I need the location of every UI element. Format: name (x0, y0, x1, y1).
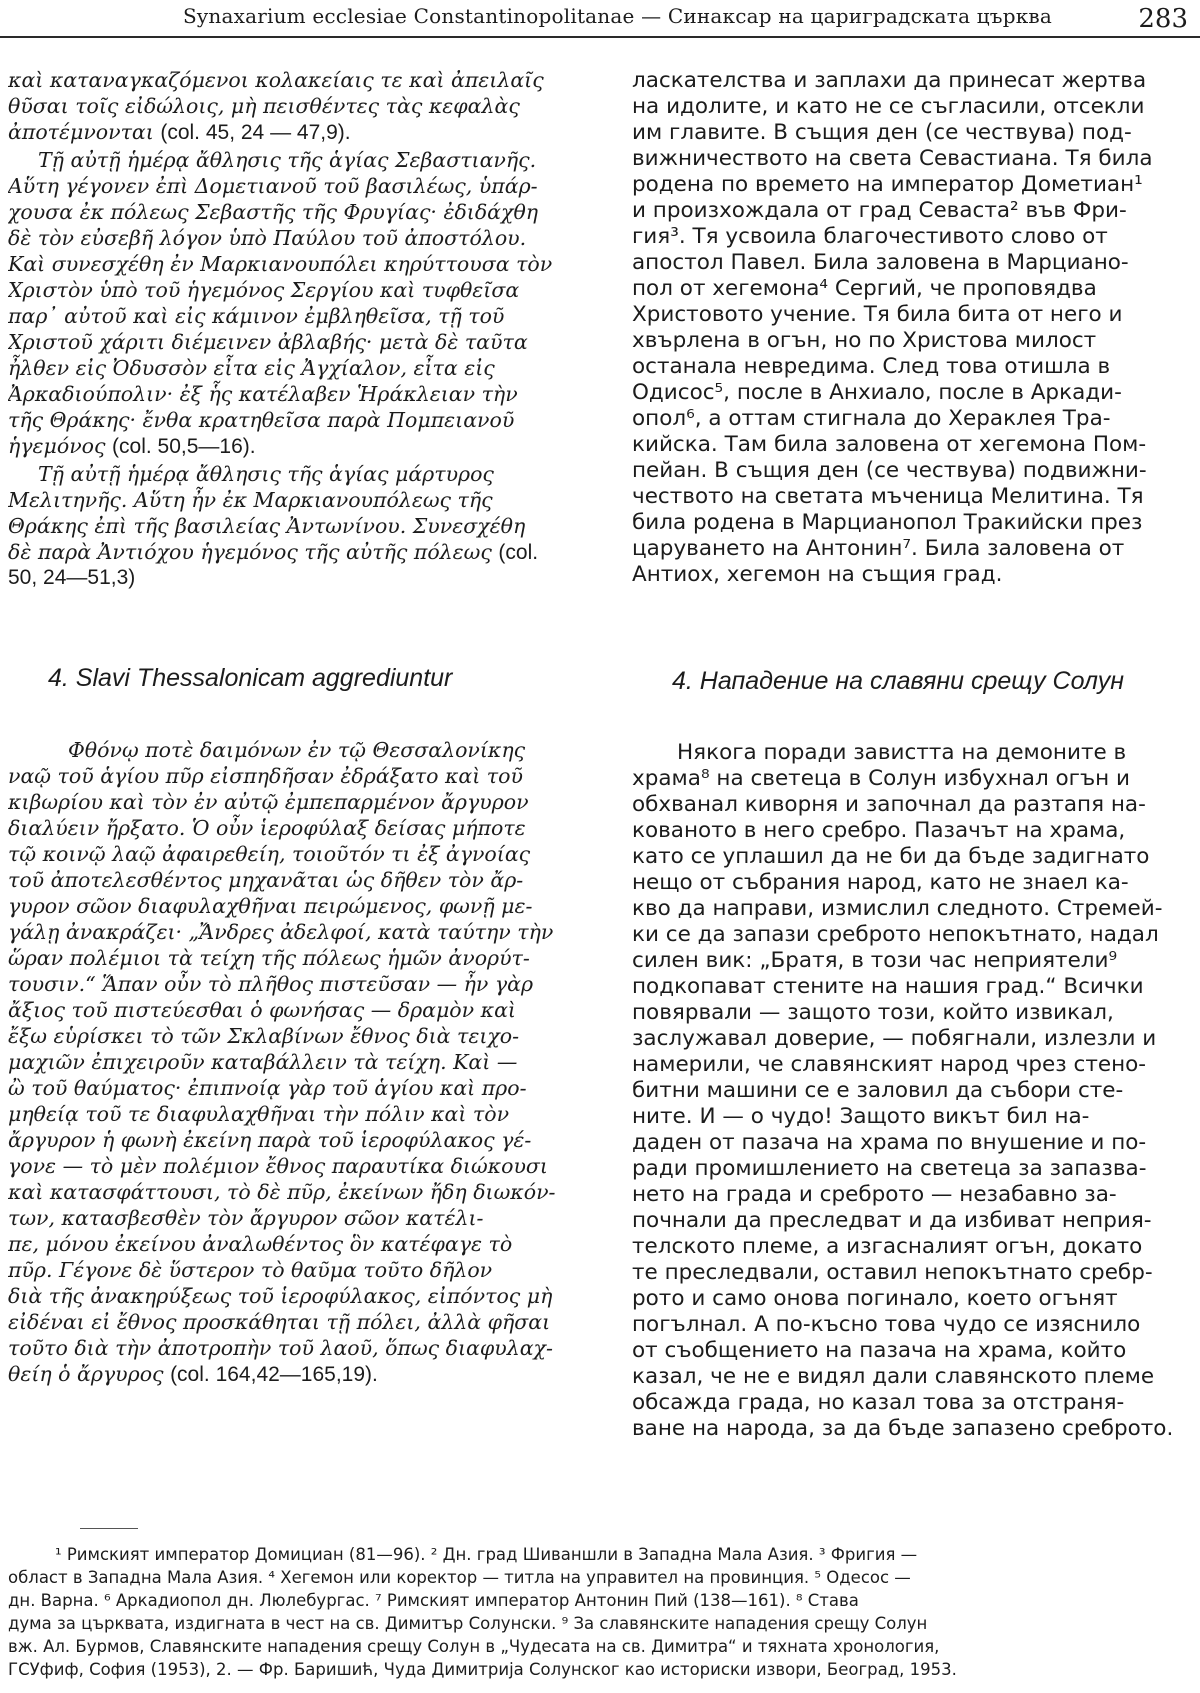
text-line: битни машини се е заловил да събори сте- (632, 1078, 1124, 1103)
text-line (8, 434, 590, 464)
section-heading-bulgarian: 4. Нападение на славяни срещу Солун (672, 667, 1125, 695)
text-line: Τῇ αὐτῇ ἡμέρᾳ ἄθλησις τῆς ἁγίας μάρτυρος (38, 462, 494, 486)
text-line: διαλύειν ἤρξατο. Ὁ οὖν ἱεροφύλαξ δείσας μήποτε (8, 816, 526, 840)
text-line: ἔξω εὑρίσκει τὸ τῶν Σκλαβίνων ἔθνος διὰ τειχο- (8, 1024, 520, 1048)
text-line: подкопават стените на нашия град.“ Всички (632, 974, 1144, 999)
text-line: δὲ τὸν εὐσεβῆ λόγον ὑπὸ Παύλου τοῦ ἀποστόλου. (8, 226, 527, 250)
footnote-line: дн. Варна. ⁶ Аркадиопол дн. Люлебургас. ⁷ Римският император Антонин Пий (138—161). ⁸ Става (8, 1591, 859, 1610)
text-line: εἰδέναι εἰ ἔθνος προσκάθηται τῇ πόλει, ἀλλὰ φῆσαι (8, 1310, 551, 1334)
column-reference: (col. 45, 24 — 47,9). (160, 121, 351, 144)
column-reference: (col. 164,42—165,19). (170, 1363, 378, 1386)
text-line: кийска. Там била заловена от хегемона Пом- (632, 432, 1147, 457)
text-line: заслужавал доверие, — побягнали, излезли и (632, 1026, 1157, 1051)
text-line: обсажда града, но казал това за отстраня- (632, 1390, 1125, 1415)
text-line: Φθόνῳ ποτὲ δαιμόνων ἐν τῷ Θεσσαλονίκης (68, 738, 526, 762)
text-line: родена по времето на император Дометиан¹ (632, 172, 1143, 197)
footnote-line: ГСУфиф, София (1953), 2. — Фр. Баришић, Чуда Димитрија Солунског као историски извори, Београд, 1953. (8, 1660, 957, 1679)
text-line: опол⁶, а оттам стигнала до Хераклея Тра- (632, 406, 1111, 431)
text-line: Някога поради завистта на демоните в (677, 740, 1127, 765)
left-greek-text-top (8, 68, 590, 613)
text-line: храма⁸ на светеца в Солун избухнал огън и (632, 766, 1131, 791)
running-header (0, 0, 1200, 44)
text-line (8, 1362, 590, 1392)
text-line: Χριστὸν ὑπὸ τοῦ ἡγεμόνος Σεργίου καὶ τυφθεῖσα (8, 278, 520, 302)
column-reference: (col. (498, 541, 539, 564)
text-line: τουσιν.“ Ἅπαν οὖν τὸ πλῆθος πιστεῦσαν — ἦν γὰρ (8, 972, 534, 996)
text-line: от съобщението на пазача на храма, който (632, 1338, 1127, 1363)
running-title: Synaxarium ecclesiae Constantinopolitanae — Синаксар на цариградската църква (183, 4, 1053, 28)
text-line: ἦλθεν εἰς Ὀδυσσὸν εἶτα εἰς Ἀγχίαλον, εἶτα εἰς (8, 356, 495, 380)
text-line: пейан. В същия ден (се чествува) подвижни- (632, 458, 1147, 483)
text-line: Христовото учение. Тя била бита от него и (632, 302, 1123, 327)
text-line: ки се да запази среброто непокътнато, надал (632, 922, 1159, 947)
footnote-line: област в Западна Мала Азия. ⁴ Хегемон или коректор — титла на управител на провинция. ⁵ Одесос — (8, 1568, 911, 1587)
text-line: и произхождала от град Севаста² във Фри- (632, 198, 1127, 223)
text-line: θῦσαι τοῖς εἰδώλοις, μὴ πεισθέντες τὰς κεφαλὰς (8, 94, 520, 118)
text-line: Μελιτηνῆς. Αὕτη ἦν ἐκ Μαρκιανουπόλεως τῆς (8, 488, 493, 512)
section-heading-latin: 4. Slavi Thessalonicam aggrediuntur (48, 664, 453, 692)
page-number: 283 (1138, 4, 1188, 34)
text-line: παρ᾽ αὐτοῦ καὶ εἰς κάμινον ἐμβληθεῖσα, τῇ τοῦ (8, 304, 505, 328)
text-line: κιβωρίου καὶ τὸν ἐν αὐτῷ ἐμπεπαρμένον ἄργυρον (8, 790, 529, 814)
text-line: царуването на Антонин⁷. Била заловена от (632, 536, 1125, 561)
text-line: ὢ τοῦ θαύματος· ἐπιπνοίᾳ γὰρ τοῦ ἁγίου καὶ προ- (8, 1076, 527, 1100)
text-line: нещо от събрания народ, като не знаел ка- (632, 870, 1129, 895)
text-line: намерили, че славянският народ чрез стено- (632, 1052, 1147, 1077)
text-line: на идолите, и като не се съгласили, отсекли (632, 94, 1145, 119)
text-line: πῦρ. Γέγονε δὲ ὕστερον τὸ θαῦμα τοῦτο δῆλον (8, 1258, 493, 1282)
text-line: διὰ τῆς ἀνακηρύξεως τοῦ ἱεροφύλακος, εἰπόντος μὴ (8, 1284, 553, 1308)
column-reference: (col. 50,5—16). (112, 435, 256, 458)
text-line: вижничеството на света Севастиана. Тя била (632, 146, 1153, 171)
text-line: чеството на светата мъченица Мелитина. Тя (632, 484, 1144, 509)
text-line: ните. И — о чудо! Защото викът бил на- (632, 1104, 1090, 1129)
text-line: Τῇ αὐτῇ ἡμέρᾳ ἄθλησις τῆς ἁγίας Σεβαστιανῆς. (38, 148, 537, 172)
text-line: γυρον σῶον διαφυλαχθῆναι πειρώμενος, φωνῇ με- (8, 894, 533, 918)
text-line: ἄξιος τοῦ πιστεύεσθαι ὁ φωνήσας — δραμὸν καὶ (8, 998, 516, 1022)
footnote-line: дума за църквата, издигната в чест на св. Димитър Солунски. ⁹ За славянските нападения срещу Солун (8, 1614, 928, 1633)
text-line: Θράκης ἐπὶ τῆς βασιλείας Ἀντωνίνου. Συνεσχέθη (8, 514, 526, 538)
footnote-separator (80, 1528, 138, 1529)
text-line: τῷ κοινῷ λαῷ ἀφαιρεθείη, τοιοῦτόν τι ἐξ ἀγνοίας (8, 842, 531, 866)
text-line: рото и само онова погинало, което огънят (632, 1286, 1118, 1311)
text-line: πε, μόνου ἐκείνου ἀναλωθέντος ὃν κατέφαγε τὸ (8, 1232, 513, 1256)
text-line: των, κατασβεσθὲν τὸν ἄργυρον σῶον κατέλι- (8, 1206, 484, 1230)
text-line: Одисос⁵, после в Анхиало, после в Аркади- (632, 380, 1122, 405)
text-line: τοῦτο διὰ τὴν ἀποτροπὴν τοῦ λαοῦ, ὅπως διαφυλαχ- (8, 1336, 553, 1360)
text-line: като се уплашил да не би да бъде задигнато (632, 844, 1150, 869)
text-line: γονε — τὸ μὲν πολέμιον ἔθνος παραυτίκα διώκουσι (8, 1154, 548, 1178)
right-bulgarian-text-bottom (632, 740, 1198, 1470)
text-line: τοῦ ἀποτελεσθέντος μηχανᾶται ὡς δῆθεν τὸν ἄρ- (8, 868, 524, 892)
text-line: μαχιῶν ἐπιχειροῦν καταβάλλειν τὰ τείχη. Καὶ — (8, 1050, 518, 1074)
text-line: останала невредима. След това отишла в (632, 354, 1111, 379)
text-line (8, 120, 590, 150)
text-line: χουσα ἐκ πόλεως Σεβαστῆς τῆς Φρυγίας· ἐδιδάχθη (8, 200, 539, 224)
text-span: ἡγεμόνος (8, 434, 106, 458)
text-line: почнали да преследват и да избиват неприя- (632, 1208, 1152, 1233)
text-line: ласкателства и заплахи да принесат жертва (632, 68, 1147, 93)
text-line: била родена в Марцианопол Тракийски през (632, 510, 1143, 535)
text-span: δὲ παρὰ Ἀντιόχου ἡγεμόνος τῆς αὐτῆς πόλεως (8, 540, 492, 564)
text-line: Καὶ συνεσχέθη ἐν Μαρκιανουπόλει κηρύττουσα τὸν (8, 252, 553, 276)
text-line: ναῷ τοῦ ἁγίου πῦρ εἰσπηδῆσαν ἐδράξατο καὶ τοῦ (8, 764, 523, 788)
text-line: τῆς Θράκης· ἔνθα κρατηθεῖσα παρὰ Πομπειανοῦ (8, 408, 515, 432)
text-line: погълнал. А по-късно това чудо се изяснило (632, 1312, 1141, 1337)
text-line: телското племе, а изгасналият огън, докато (632, 1234, 1143, 1259)
text-line: хвърлена в огън, но по Христова милост (632, 328, 1097, 353)
text-line: казал, че не е видял дали славянското племе (632, 1364, 1155, 1389)
text-line: гия³. Тя усвоила благочестивото слово от (632, 224, 1108, 249)
text-line: обхванал киворня и започнал да разтапя на- (632, 792, 1146, 817)
text-line: даден от пазача на храма по внушение и по- (632, 1130, 1147, 1155)
text-line: Антиох, хегемон на същия град. (632, 562, 1003, 587)
text-line: γάλῃ ἀνακράζει· „Ἄνδρες ἀδελφοί, κατὰ ταύτην τὴν (8, 920, 554, 944)
text-line: ἄργυρον ἡ φωνὴ ἐκείνη παρὰ τοῦ ἱεροφύλακος γέ- (8, 1128, 532, 1152)
left-greek-text-bottom (8, 738, 590, 1398)
header-rule (0, 36, 1200, 38)
text-line: καὶ καταναγκαζόμενοι κολακείαις τε καὶ ἀπειλαῖς (8, 68, 544, 92)
text-span: θείη ὁ ἄργυρος (8, 1362, 164, 1386)
text-line: μηθείᾳ τοῦ τε διαφυλαχθῆναι τὴν πόλιν καὶ τὸν (8, 1102, 510, 1126)
text-line: те преследвали, оставил непокътнато сребр- (632, 1260, 1153, 1285)
text-line: повярвали — защото този, който извикал, (632, 1000, 1114, 1025)
text-line: Χριστοῦ χάριτι διέμεινεν ἀβλαβής· μετὰ δὲ ταῦτα (8, 330, 528, 354)
text-line: силен вик: „Братя, в този час неприятели⁹ (632, 948, 1118, 973)
text-line: ради промишлението на светеца за запазва- (632, 1156, 1147, 1181)
text-line: ване на народа, за да бъде запазено среброто. (632, 1416, 1174, 1441)
text-line: кованото в него сребро. Пазачът на храма, (632, 818, 1126, 843)
right-bulgarian-text-top (632, 68, 1198, 613)
text-line: Ἀρκαδιούπολιν· ἐξ ἧς κατέλαβεν Ἡράκλειαν τὴν (8, 382, 518, 406)
footnote-line: вж. Ал. Бурмов, Славянските нападения срещу Солун в „Чудесата на св. Димитра“ и тяхната хронология, (8, 1637, 940, 1656)
text-line: Αὕτη γέγονεν ἐπὶ Δομετιανοῦ τοῦ βασιλέως, ὑπάρ- (8, 174, 538, 198)
text-line: пол от хегемона⁴ Сергий, че проповядва (632, 276, 1097, 301)
text-span: ἀποτέμνονται (8, 120, 154, 144)
text-line: кво да направи, измислил следното. Стремей- (632, 896, 1163, 921)
text-line: нето на града и среброто — незабавно за- (632, 1182, 1117, 1207)
text-line: апостол Павел. Била заловена в Марциано- (632, 250, 1129, 275)
text-line: ὥραν πολέμιοι τὰ τείχη τῆς πόλεως ἡμῶν ἀνορύτ- (8, 946, 530, 970)
text-line: им главите. В същия ден (се чествува) под- (632, 120, 1132, 145)
footnote-line: ¹ Римският император Домициан (81—96). ² Дн. град Шиваншли в Западна Мала Азия. ³ Фригия — (55, 1545, 918, 1564)
text-line: 50, 24—51,3) (8, 566, 136, 589)
text-line: καὶ κατασφάττουσι, τὸ δὲ πῦρ, ἐκείνων ἤδη διωκόν- (8, 1180, 556, 1204)
